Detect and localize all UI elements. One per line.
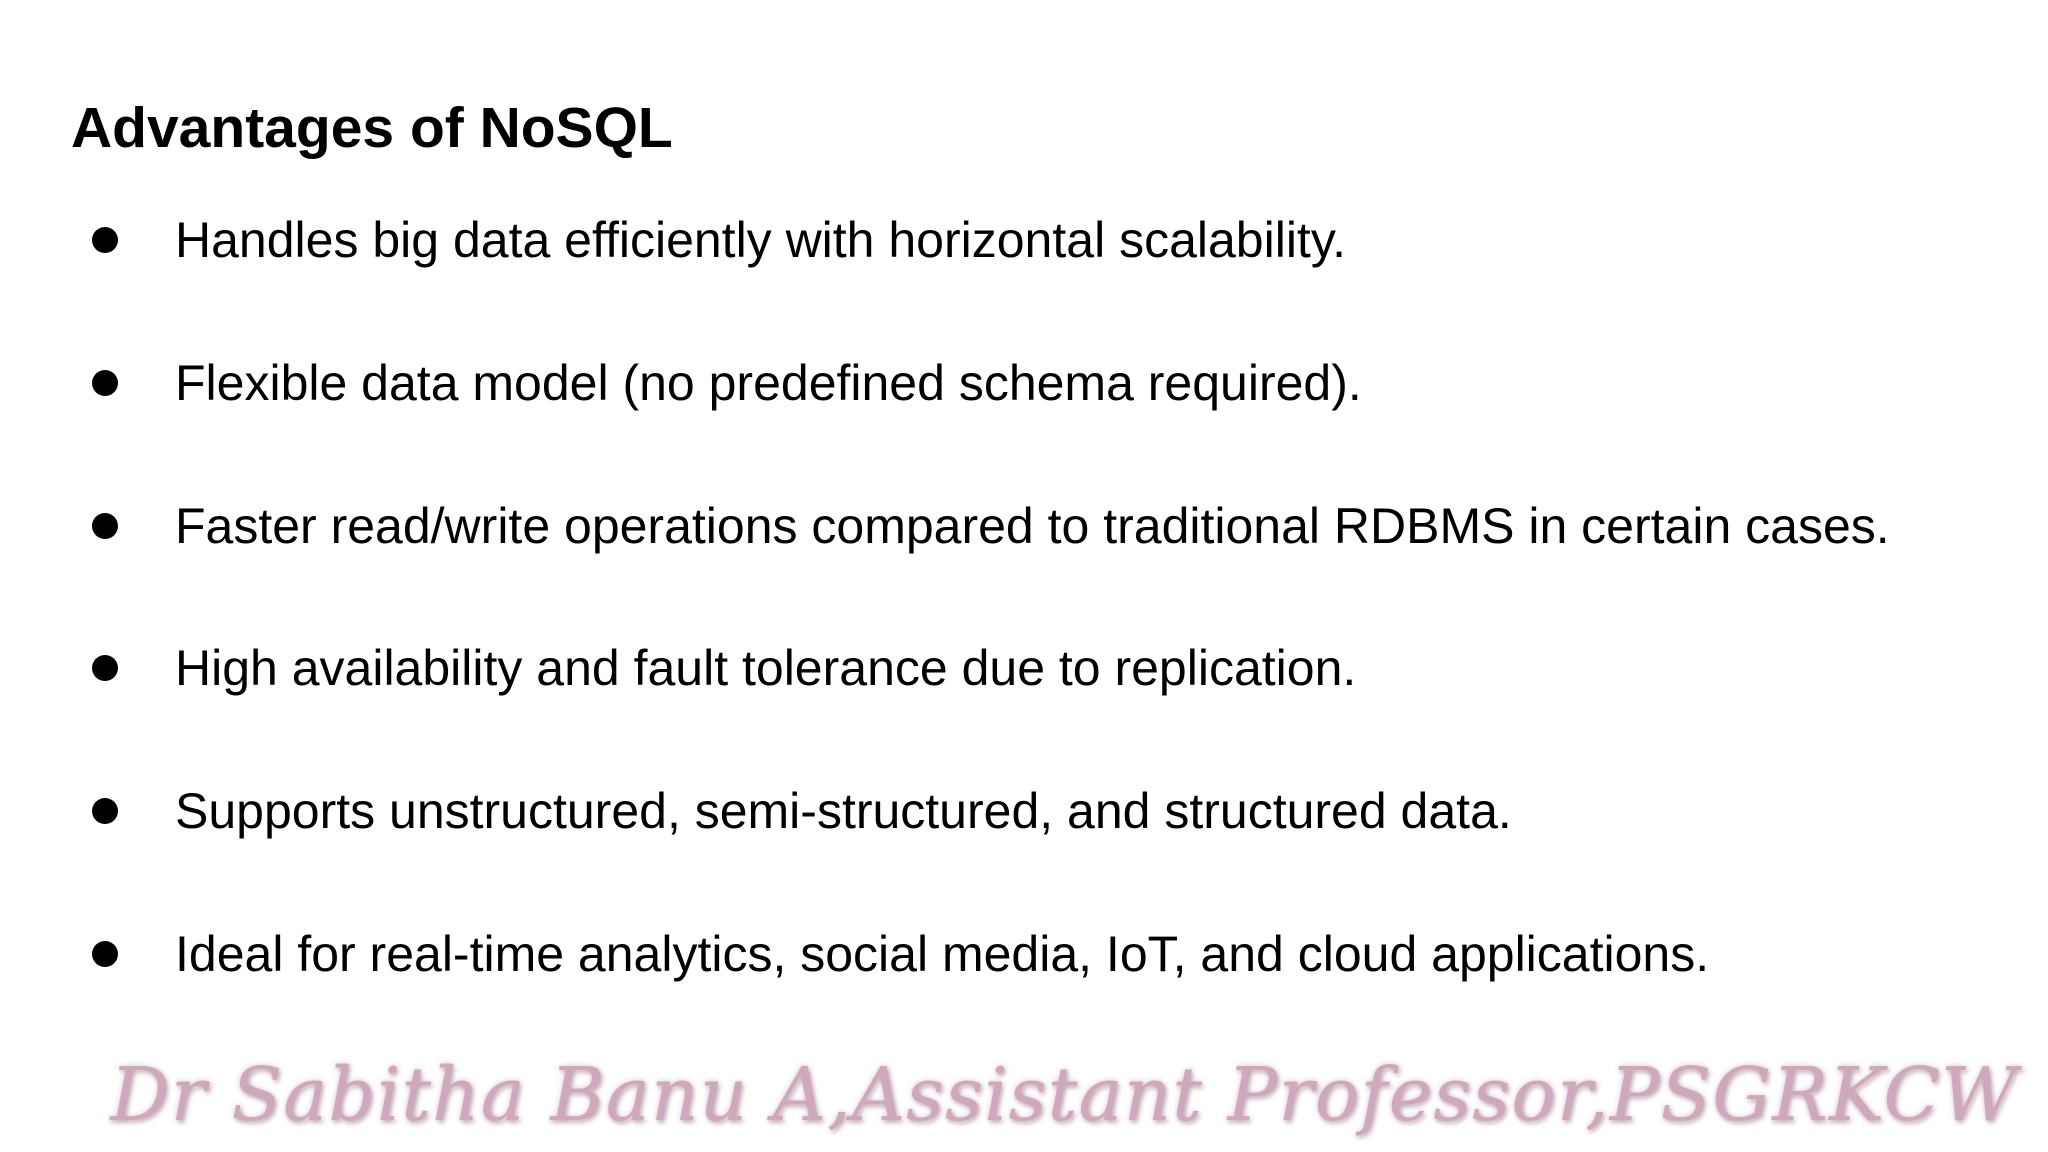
bullet-dot-icon (92, 655, 118, 681)
bullet-item (0, 345, 2048, 425)
bullet-item (0, 630, 2048, 710)
bullet-text: Supports unstructured, semi-structured, and structured data. (175, 783, 1512, 839)
bullet-item (0, 916, 2048, 996)
bullet-item (0, 202, 2048, 282)
author-watermark: Dr Sabitha Banu A,Assistant Professor,PSGRKCW (110, 1052, 2018, 1138)
bullet-dot-icon (92, 941, 118, 967)
bullet-text: High availability and fault tolerance due to replication. (175, 640, 1357, 696)
bullet-dot-icon (92, 370, 118, 396)
bullet-dot-icon (92, 227, 118, 253)
bullet-dot-icon (92, 513, 118, 539)
slide-title: Advantages of NoSQL (71, 96, 673, 160)
bullet-text: Handles big data efficiently with horizontal scalability. (175, 212, 1346, 268)
bullet-text: Flexible data model (no predefined schema required). (175, 355, 1362, 411)
bullet-dot-icon (92, 798, 118, 824)
bullet-item (0, 773, 2048, 853)
bullet-text: Faster read/write operations compared to traditional RDBMS in certain cases. (175, 498, 1890, 554)
bullet-item (0, 488, 2048, 568)
bullet-text: Ideal for real-time analytics, social media, IoT, and cloud applications. (175, 926, 1710, 982)
